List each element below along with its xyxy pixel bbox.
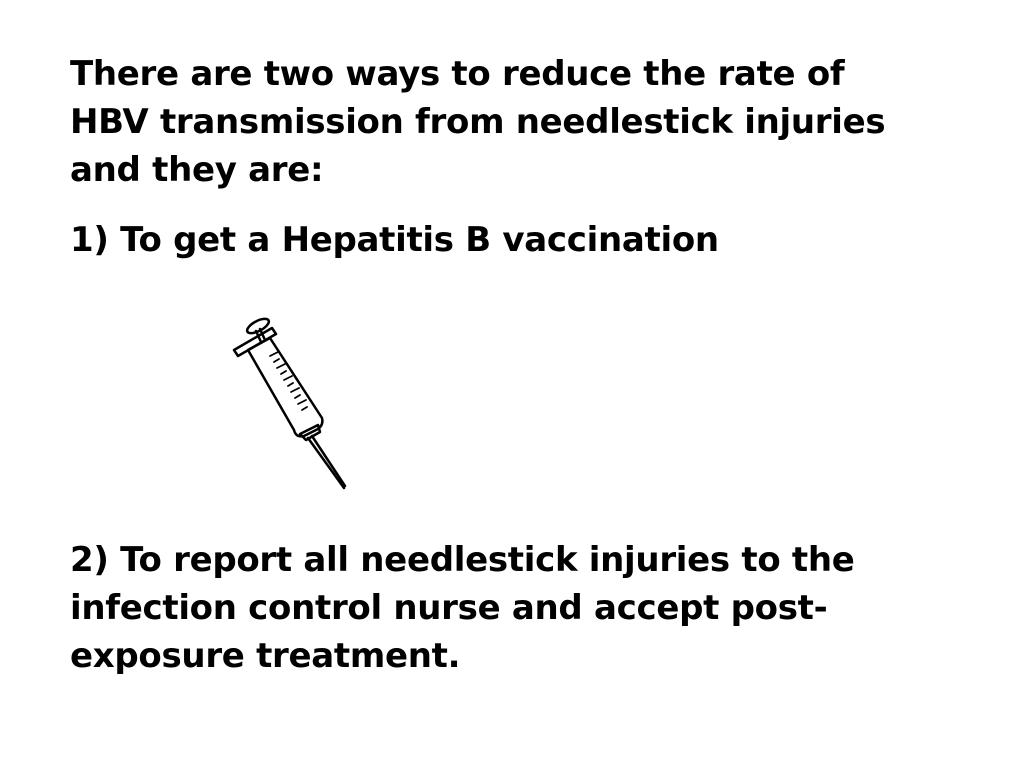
intro-text: There are two ways to reduce the rate of HBV transmission from needlestick injuries and they are: xyxy=(70,54,886,190)
list-item-vaccination: 1) To get a Hepatitis B vaccination xyxy=(70,220,719,260)
syringe-icon xyxy=(220,308,360,492)
list-item-report-injuries: 2) To report all needlestick injuries to the infection control nurse and accept post- exposure treatment. xyxy=(70,540,855,676)
